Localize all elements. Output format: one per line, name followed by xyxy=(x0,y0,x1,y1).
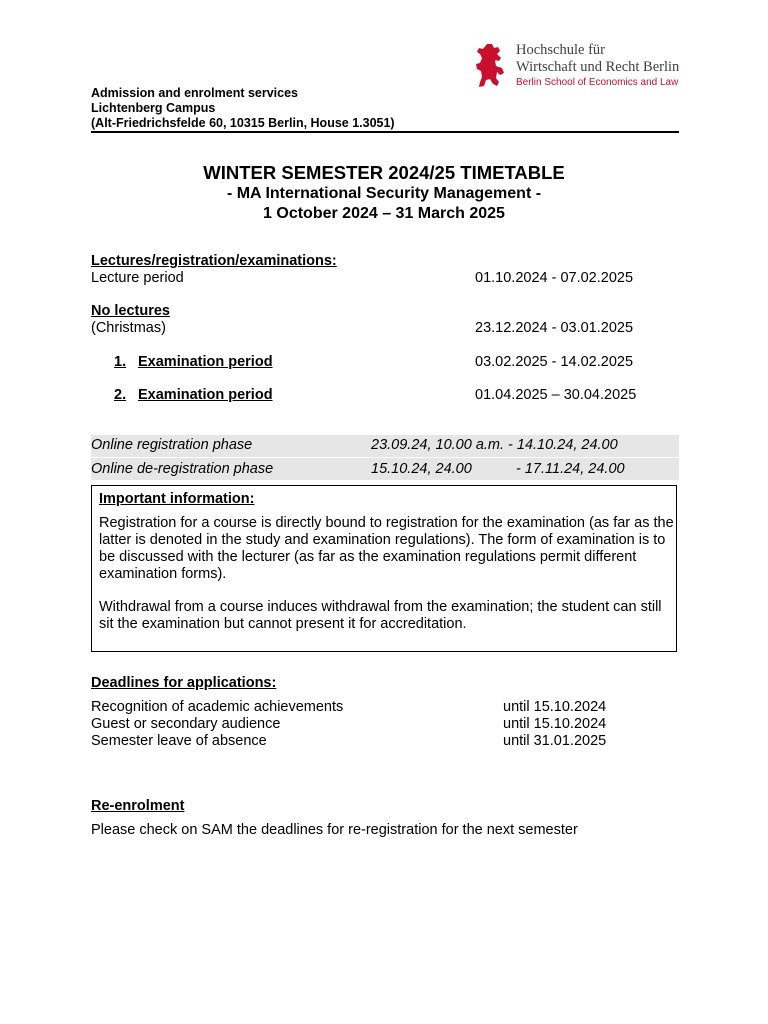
header-divider xyxy=(91,131,679,133)
deadline-label: Recognition of academic achievements xyxy=(91,699,344,715)
lectures-heading: Lectures/registration/examinations: xyxy=(91,253,337,269)
registration-value: 23.09.24, 10.00 a.m. - 14.10.24, 24.00 xyxy=(371,437,618,453)
header-office: Admission and enrolment services xyxy=(91,86,299,100)
exam1-value: 03.02.2025 - 14.02.2025 xyxy=(475,354,634,370)
info-paragraph-2: Withdrawal from a course induces withdrawal from the examination; the student can still sit the examination but cannot present it for accreditation. xyxy=(99,599,662,632)
header-address: (Alt-Friedrichsfelde 60, 10315 Berlin, House 1.3051) xyxy=(91,116,395,130)
deregistration-label: Online de-registration phase xyxy=(91,461,274,477)
deadline-label: Semester leave of absence xyxy=(91,733,267,749)
deadline-value: until 15.10.2024 xyxy=(503,716,607,732)
exam2-label: Examination period xyxy=(138,387,273,403)
logo-line-1: Hochschule für xyxy=(516,42,605,58)
exam1-label: Examination period xyxy=(138,354,273,370)
exam1-number: 1. xyxy=(114,354,127,370)
reenrolment-heading: Re-enrolment xyxy=(91,798,185,814)
deregistration-from: 15.10.24, 24.00 xyxy=(371,461,472,477)
page-title: WINTER SEMESTER 2024/25 TIMETABLE xyxy=(203,162,565,183)
university-logo xyxy=(473,42,693,92)
lecture-period-label: Lecture period xyxy=(91,270,184,286)
deadline-label: Guest or secondary audience xyxy=(91,716,281,732)
christmas-label: (Christmas) xyxy=(91,320,166,336)
important-info-box xyxy=(91,485,677,652)
exam2-number: 2. xyxy=(114,387,127,403)
semester-dates: 1 October 2024 – 31 March 2025 xyxy=(263,205,505,222)
info-heading: Important information: xyxy=(99,491,255,507)
registration-label: Online registration phase xyxy=(91,437,253,453)
deadline-value: until 15.10.2024 xyxy=(503,699,607,715)
header-campus: Lichtenberg Campus xyxy=(91,101,216,115)
info-paragraph-1: Registration for a course is directly bound to registration for the examination (as far as the latter is denoted in the study and examination regulations). The form of examination is to be discussed with the lecturer (as far as the examination regulations permit different examination forms). xyxy=(99,515,674,582)
deadline-value: until 31.01.2025 xyxy=(503,733,607,749)
reenrolment-text: Please check on SAM the deadlines for re-registration for the next semester xyxy=(91,822,578,838)
program-title: - MA International Security Management - xyxy=(226,185,542,202)
logo-line-2: Wirtschaft und Recht Berlin xyxy=(516,59,680,75)
no-lectures-heading: No lectures xyxy=(91,303,170,319)
lecture-period-value: 01.10.2024 - 07.02.2025 xyxy=(475,270,634,286)
deregistration-to: - 17.11.24, 24.00 xyxy=(516,461,625,477)
christmas-value: 23.12.2024 - 03.01.2025 xyxy=(475,320,634,336)
deadlines-heading: Deadlines for applications: xyxy=(91,675,277,691)
exam2-value: 01.04.2025 – 30.04.2025 xyxy=(475,387,637,403)
logo-line-3: Berlin School of Economics and Law xyxy=(516,77,679,88)
bear-icon xyxy=(473,42,507,90)
